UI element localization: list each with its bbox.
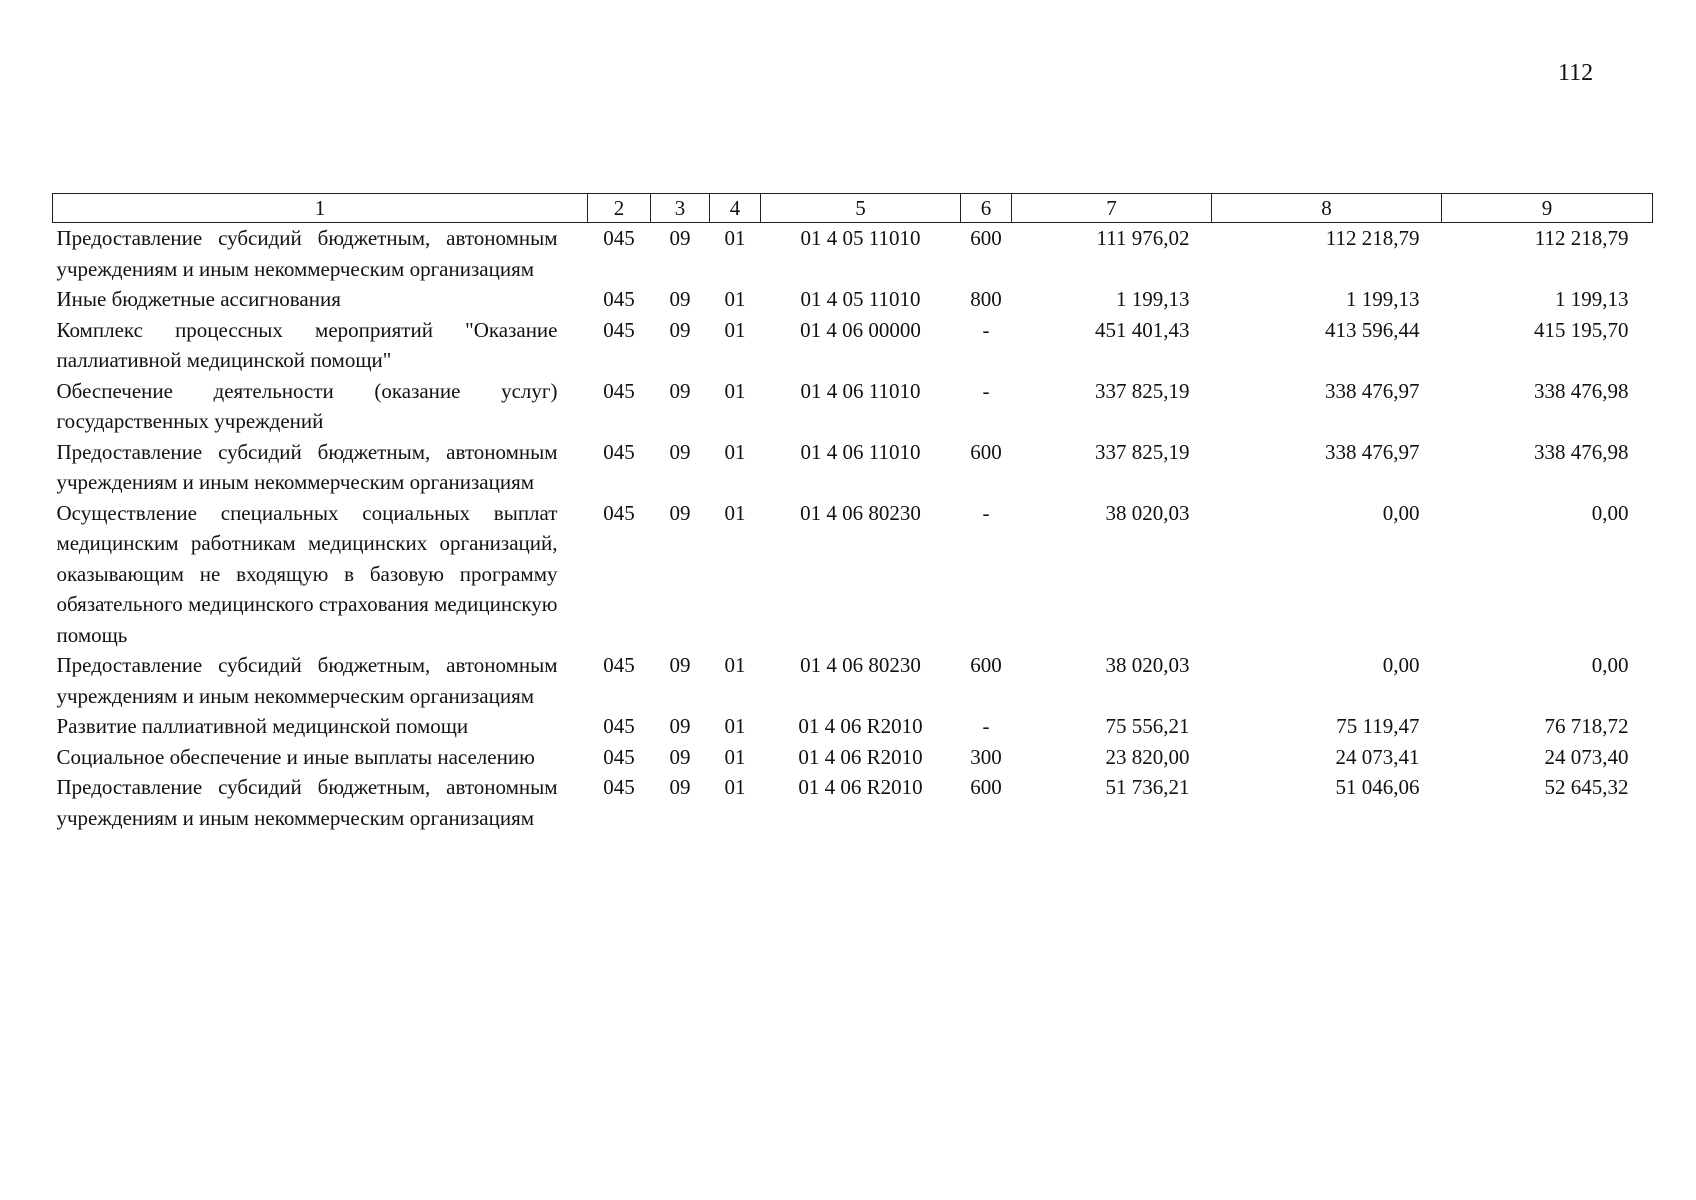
amount-col8: 24 073,41 — [1335, 744, 1420, 769]
subsection-code: 01 — [724, 378, 746, 403]
section-code: 09 — [669, 714, 691, 738]
section-code: 09 — [669, 317, 691, 342]
amount-col8: 1 199,13 — [1346, 287, 1420, 311]
row-name: Осуществление специальных социальных выплат медицинским работникам медицинских организаций, оказывающим не входящую в базовую программу обязательного медицинского страхования медицинскую помощь — [56, 500, 558, 647]
amount-col8: 413 596,44 — [1325, 317, 1420, 342]
amount-col8: 75 119,47 — [1336, 714, 1420, 738]
section-code: 09 — [669, 744, 691, 769]
amount-col7: 111 976,02 — [1096, 226, 1190, 250]
expense-type-code: 600 — [970, 226, 1002, 250]
header-cell: 9 — [1442, 194, 1653, 223]
amount-col8: 0,00 — [1382, 653, 1420, 677]
amount-col8: 0,00 — [1382, 500, 1420, 525]
header-cell: 2 — [588, 194, 651, 223]
amount-col7: 451 401,43 — [1095, 317, 1190, 342]
subsection-code: 01 — [724, 775, 746, 799]
amount-col9: 112 218,79 — [1534, 226, 1629, 250]
budget-table — [52, 193, 1653, 833]
table-row — [53, 284, 1653, 315]
table-row — [53, 376, 1653, 437]
subsection-code: 01 — [724, 653, 746, 677]
target-article-code: 01 4 06 11010 — [800, 378, 921, 403]
expense-type-code: - — [982, 378, 990, 403]
header-cell: 8 — [1212, 194, 1442, 223]
target-article-code: 01 4 06 11010 — [800, 439, 921, 464]
subsection-code: 01 — [724, 226, 746, 250]
section-code: 09 — [669, 775, 691, 799]
ministry-code: 045 — [603, 378, 635, 403]
expense-type-code: - — [982, 317, 990, 342]
section-code: 09 — [669, 439, 691, 464]
ministry-code: 045 — [603, 439, 635, 464]
expense-type-code: 600 — [970, 439, 1002, 464]
amount-col9: 76 718,72 — [1544, 714, 1629, 738]
row-name: Социальное обеспечение и иные выплаты населению — [56, 744, 535, 769]
amount-col8: 112 218,79 — [1325, 226, 1420, 250]
subsection-code: 01 — [724, 287, 746, 311]
amount-col9: 415 195,70 — [1534, 317, 1629, 342]
table-row — [53, 437, 1653, 498]
expense-type-code: 300 — [970, 744, 1002, 769]
ministry-code: 045 — [603, 317, 635, 342]
target-article-code: 01 4 06 80230 — [800, 500, 921, 525]
ministry-code: 045 — [603, 226, 635, 250]
section-code: 09 — [669, 287, 691, 311]
target-article-code: 01 4 06 R2010 — [798, 775, 923, 799]
row-name: Комплекс процессных мероприятий "Оказание паллиативной медицинской помощи" — [56, 317, 558, 372]
header-row — [53, 194, 1653, 223]
ministry-code: 045 — [603, 500, 635, 525]
row-name: Предоставление субсидий бюджетным, автономным учреждениям и иным некоммерческим организациям — [56, 226, 558, 281]
ministry-code: 045 — [603, 287, 635, 311]
amount-col7: 75 556,21 — [1105, 714, 1190, 738]
target-article-code: 01 4 06 R2010 — [798, 714, 923, 738]
amount-col7: 23 820,00 — [1105, 744, 1190, 769]
ministry-code: 045 — [603, 775, 635, 799]
section-code: 09 — [669, 378, 691, 403]
row-name: Предоставление субсидий бюджетным, автономным учреждениям и иным некоммерческим организациям — [56, 439, 558, 494]
target-article-code: 01 4 05 11010 — [800, 226, 921, 250]
subsection-code: 01 — [724, 714, 746, 738]
expense-type-code: 800 — [970, 287, 1002, 311]
header-cell: 3 — [651, 194, 710, 223]
table-row — [53, 742, 1653, 773]
page-number: 112 — [1558, 60, 1594, 86]
subsection-code: 01 — [724, 500, 746, 525]
amount-col9: 0,00 — [1591, 500, 1629, 525]
amount-col7: 38 020,03 — [1105, 500, 1190, 525]
ministry-code: 045 — [603, 714, 635, 738]
header-cell: 7 — [1012, 194, 1212, 223]
header-cell: 1 — [53, 194, 588, 223]
row-name: Развитие паллиативной медицинской помощи — [56, 714, 469, 738]
target-article-code: 01 4 06 00000 — [800, 317, 921, 342]
amount-col7: 1 199,13 — [1116, 287, 1190, 311]
row-name: Обеспечение деятельности (оказание услуг) государственных учреждений — [56, 378, 558, 433]
amount-col7: 51 736,21 — [1105, 775, 1190, 799]
table-row — [53, 650, 1653, 711]
ministry-code: 045 — [603, 653, 635, 677]
amount-col9: 338 476,98 — [1534, 439, 1629, 464]
expense-type-code: 600 — [970, 653, 1002, 677]
ministry-code: 045 — [603, 744, 635, 769]
table-row — [53, 772, 1653, 833]
row-name: Иные бюджетные ассигнования — [56, 287, 341, 311]
section-code: 09 — [669, 500, 691, 525]
row-name: Предоставление субсидий бюджетным, автономным учреждениям и иным некоммерческим организациям — [56, 653, 558, 708]
table-row — [53, 711, 1653, 742]
header-cell: 6 — [961, 194, 1012, 223]
section-code: 09 — [669, 653, 691, 677]
amount-col7: 337 825,19 — [1095, 378, 1190, 403]
table-row — [53, 223, 1653, 285]
amount-col8: 51 046,06 — [1335, 775, 1420, 799]
subsection-code: 01 — [724, 439, 746, 464]
table-row — [53, 498, 1653, 651]
section-code: 09 — [669, 226, 691, 250]
table-body — [53, 223, 1653, 834]
row-name: Предоставление субсидий бюджетным, автономным учреждениям и иным некоммерческим организациям — [56, 775, 558, 830]
amount-col9: 338 476,98 — [1534, 378, 1629, 403]
expense-type-code: - — [982, 500, 990, 525]
table-row — [53, 315, 1653, 376]
amount-col8: 338 476,97 — [1325, 439, 1420, 464]
header-cell: 4 — [710, 194, 761, 223]
header-cell: 5 — [761, 194, 961, 223]
amount-col9: 52 645,32 — [1544, 775, 1629, 799]
amount-col9: 24 073,40 — [1544, 744, 1629, 769]
subsection-code: 01 — [724, 744, 746, 769]
amount-col7: 337 825,19 — [1095, 439, 1190, 464]
amount-col9: 1 199,13 — [1555, 287, 1629, 311]
amount-col8: 338 476,97 — [1325, 378, 1420, 403]
expense-type-code: 600 — [970, 775, 1002, 799]
target-article-code: 01 4 06 80230 — [800, 653, 921, 677]
amount-col7: 38 020,03 — [1105, 653, 1190, 677]
subsection-code: 01 — [724, 317, 746, 342]
target-article-code: 01 4 06 R2010 — [798, 744, 923, 769]
amount-col9: 0,00 — [1591, 653, 1629, 677]
expense-type-code: - — [982, 714, 990, 738]
target-article-code: 01 4 05 11010 — [800, 287, 921, 311]
